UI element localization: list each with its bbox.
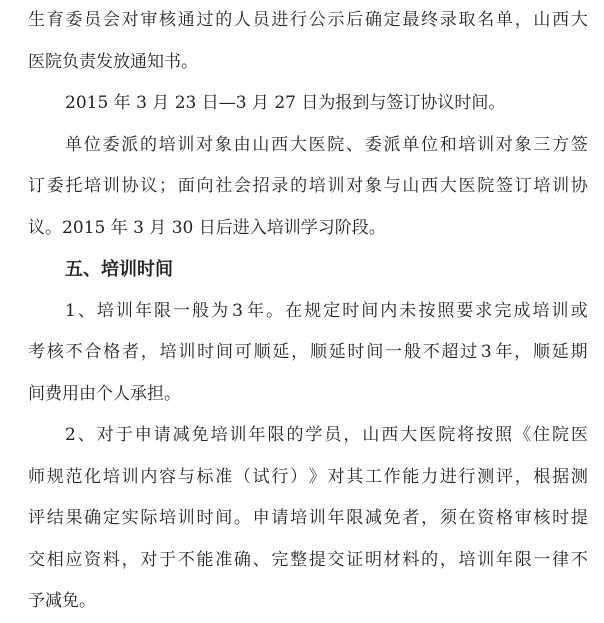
glyph: 培 bbox=[308, 176, 326, 196]
glyph: 过 bbox=[196, 10, 214, 30]
glyph: ， bbox=[343, 425, 361, 445]
glyph: 录 bbox=[271, 176, 289, 196]
glyph: 山 bbox=[533, 10, 551, 30]
glyph: 育 bbox=[46, 10, 64, 30]
glyph: 免 bbox=[383, 508, 401, 528]
glyph: 内 bbox=[380, 300, 398, 321]
text-line bbox=[28, 125, 588, 167]
glyph: 三 bbox=[533, 134, 551, 155]
glyph: 公 bbox=[308, 10, 326, 30]
glyph: 的 bbox=[286, 425, 304, 445]
text-line bbox=[28, 415, 588, 457]
text-line: 间费用由个人承担。 bbox=[28, 383, 181, 404]
glyph: 请 bbox=[271, 508, 289, 528]
glyph: ， bbox=[121, 549, 139, 570]
glyph: 对 bbox=[196, 134, 214, 155]
glyph: 一 bbox=[533, 549, 551, 570]
glyph: 确 bbox=[84, 508, 102, 528]
glyph: 确 bbox=[364, 10, 382, 30]
glyph: 、 bbox=[252, 549, 270, 570]
glyph: 能 bbox=[196, 549, 214, 570]
glyph: 评 bbox=[28, 508, 45, 528]
glyph: 资 bbox=[84, 549, 102, 570]
glyph: 间 bbox=[215, 342, 233, 362]
glyph: 委 bbox=[65, 10, 83, 30]
glyph: 山 bbox=[402, 176, 420, 196]
glyph: 社 bbox=[215, 176, 233, 196]
glyph: 医 bbox=[419, 425, 437, 445]
glyph: 结 bbox=[46, 508, 64, 528]
text-line: 2015 年 3 月 23 日—3 月 27 日为报到与签订协议时间。 bbox=[65, 93, 506, 113]
glyph: 员 bbox=[252, 10, 270, 30]
glyph: 与 bbox=[383, 176, 401, 196]
glyph: 求 bbox=[475, 300, 493, 321]
glyph: 终 bbox=[421, 10, 439, 30]
glyph: 按 bbox=[418, 300, 436, 321]
glyph: 会 bbox=[102, 10, 120, 30]
glyph: 提 bbox=[308, 549, 326, 570]
glyph: 为 bbox=[211, 300, 229, 321]
glyph: 训 bbox=[327, 176, 345, 196]
glyph: 山 bbox=[252, 134, 270, 155]
glyph: 准 bbox=[215, 549, 233, 570]
glyph: 不 bbox=[65, 342, 83, 362]
glyph: 考 bbox=[28, 342, 45, 362]
glyph: 训 bbox=[177, 508, 195, 528]
glyph: 超 bbox=[441, 342, 459, 362]
glyph: 一 bbox=[385, 342, 403, 362]
glyph: ， bbox=[140, 342, 158, 362]
glyph: 般 bbox=[403, 342, 421, 362]
glyph: 作 bbox=[383, 466, 401, 487]
glyph: 》 bbox=[308, 466, 326, 487]
glyph: 般 bbox=[192, 300, 210, 321]
glyph: 测 bbox=[477, 466, 495, 487]
glyph: 合 bbox=[84, 342, 102, 362]
glyph: 评 bbox=[495, 466, 513, 487]
glyph: 间 bbox=[361, 300, 379, 321]
glyph: 的 bbox=[421, 549, 439, 570]
glyph: 一 bbox=[173, 300, 191, 321]
glyph: 化 bbox=[84, 466, 102, 487]
glyph: 整 bbox=[290, 549, 308, 570]
glyph: 、 bbox=[77, 300, 95, 321]
glyph: 请 bbox=[153, 425, 171, 445]
glyph: 对 bbox=[96, 425, 114, 445]
glyph: 际 bbox=[140, 508, 158, 528]
glyph: 相 bbox=[46, 549, 64, 570]
glyph: 员 bbox=[324, 425, 342, 445]
glyph: 其 bbox=[346, 466, 364, 487]
glyph: 训 bbox=[177, 134, 195, 155]
glyph: 不 bbox=[177, 549, 195, 570]
glyph: 方 bbox=[552, 134, 570, 155]
glyph: 大 bbox=[570, 10, 588, 30]
glyph: 测 bbox=[570, 466, 588, 487]
glyph: 协 bbox=[570, 176, 588, 196]
glyph: ， bbox=[514, 10, 532, 30]
glyph: 时 bbox=[197, 342, 215, 362]
glyph: 减 bbox=[172, 425, 190, 445]
glyph: 行 bbox=[271, 466, 289, 487]
glyph: 3 bbox=[232, 300, 243, 321]
glyph: 1 bbox=[65, 300, 76, 321]
glyph: 训 bbox=[115, 300, 133, 321]
glyph: 料 bbox=[402, 549, 420, 570]
glyph: ， bbox=[514, 342, 532, 362]
glyph: 面 bbox=[177, 176, 195, 196]
glyph: 录 bbox=[439, 10, 457, 30]
glyph: 者 bbox=[121, 342, 139, 362]
glyph: 医 bbox=[570, 425, 588, 445]
glyph: 委 bbox=[364, 134, 382, 155]
glyph: 单 bbox=[402, 134, 420, 155]
glyph: 内 bbox=[140, 466, 158, 487]
text-line: 议。2015 年 3 月 30 日后进入培训学习阶段。 bbox=[28, 217, 386, 238]
glyph: 资 bbox=[477, 508, 495, 528]
glyph: 交 bbox=[327, 549, 345, 570]
glyph: 西 bbox=[552, 10, 570, 30]
text-line bbox=[28, 291, 588, 333]
glyph: 行 bbox=[458, 466, 476, 487]
glyph: ， bbox=[439, 549, 457, 570]
glyph: 对 bbox=[327, 466, 345, 487]
glyph: 《 bbox=[514, 425, 532, 445]
glyph: 时 bbox=[342, 300, 360, 321]
glyph: 住 bbox=[533, 425, 551, 445]
glyph: 成 bbox=[513, 300, 531, 321]
glyph: 限 bbox=[346, 508, 364, 528]
glyph: 委 bbox=[46, 176, 64, 196]
glyph: 按 bbox=[476, 425, 494, 445]
glyph: 培 bbox=[458, 549, 476, 570]
glyph: 实 bbox=[121, 508, 139, 528]
glyph: 核 bbox=[533, 508, 551, 528]
glyph: 西 bbox=[271, 134, 289, 155]
glyph: 未 bbox=[399, 300, 417, 321]
glyph: 向 bbox=[196, 176, 214, 196]
glyph: 院 bbox=[438, 425, 456, 445]
glyph: 时 bbox=[196, 508, 214, 528]
glyph: 材 bbox=[383, 549, 401, 570]
glyph: 培 bbox=[96, 300, 114, 321]
glyph: 培 bbox=[102, 466, 120, 487]
glyph: 会 bbox=[233, 176, 251, 196]
glyph: 人 bbox=[233, 10, 251, 30]
glyph: 工 bbox=[364, 466, 382, 487]
glyph: 范 bbox=[65, 466, 83, 487]
glyph: 大 bbox=[439, 176, 457, 196]
glyph: 须 bbox=[439, 508, 457, 528]
glyph: 院 bbox=[327, 134, 345, 155]
glyph: 大 bbox=[400, 425, 418, 445]
glyph: 延 bbox=[551, 342, 569, 362]
glyph: 派 bbox=[121, 134, 139, 155]
glyph: 签 bbox=[570, 134, 588, 155]
glyph: ） bbox=[290, 466, 308, 487]
glyph: 、 bbox=[346, 134, 364, 155]
glyph: 料 bbox=[102, 549, 120, 570]
glyph: 时 bbox=[552, 508, 570, 528]
glyph: 过 bbox=[460, 342, 478, 362]
glyph: 于 bbox=[115, 425, 133, 445]
glyph: 通 bbox=[177, 10, 195, 30]
text-line bbox=[28, 332, 588, 374]
glyph: 限 bbox=[514, 549, 532, 570]
glyph: 审 bbox=[514, 508, 532, 528]
glyph: 培 bbox=[159, 342, 177, 362]
glyph: 间 bbox=[215, 508, 233, 528]
glyph: 山 bbox=[362, 425, 380, 445]
glyph: 交 bbox=[28, 549, 45, 570]
glyph: 延 bbox=[272, 342, 290, 362]
glyph: 年 bbox=[248, 425, 266, 445]
glyph: 培 bbox=[533, 176, 551, 196]
glyph: 不 bbox=[570, 549, 588, 570]
glyph: 不 bbox=[422, 342, 440, 362]
glyph: 规 bbox=[46, 466, 64, 487]
glyph: 训 bbox=[178, 342, 196, 362]
glyph: 格 bbox=[103, 342, 121, 362]
glyph: 规 bbox=[304, 300, 322, 321]
glyph: 的 bbox=[215, 10, 233, 30]
glyph: 律 bbox=[552, 549, 570, 570]
glyph: 取 bbox=[458, 10, 476, 30]
glyph: 对 bbox=[346, 176, 364, 196]
glyph: 培 bbox=[458, 134, 476, 155]
glyph: 期 bbox=[570, 342, 588, 362]
glyph: 学 bbox=[305, 425, 323, 445]
glyph: 员 bbox=[84, 10, 102, 30]
glyph: 协 bbox=[121, 176, 139, 196]
glyph: 年 bbox=[327, 508, 345, 528]
glyph: 培 bbox=[532, 300, 550, 321]
glyph: 院 bbox=[477, 176, 495, 196]
glyph: 生 bbox=[28, 10, 45, 30]
text-line bbox=[28, 166, 588, 208]
glyph: 名 bbox=[477, 10, 495, 30]
glyph: 年 bbox=[495, 549, 513, 570]
glyph: 培 bbox=[290, 508, 308, 528]
glyph: ， bbox=[291, 342, 309, 362]
glyph: 单 bbox=[495, 10, 513, 30]
glyph: 后 bbox=[346, 10, 364, 30]
glyph: 减 bbox=[364, 508, 382, 528]
glyph: 最 bbox=[402, 10, 420, 30]
glyph: 训 bbox=[229, 425, 247, 445]
glyph: 顺 bbox=[309, 342, 327, 362]
glyph: 进 bbox=[439, 466, 457, 487]
glyph: 年 bbox=[247, 300, 265, 321]
glyph: 的 bbox=[290, 176, 308, 196]
glyph: 者 bbox=[402, 508, 420, 528]
glyph: ； bbox=[159, 176, 177, 196]
glyph: 对 bbox=[495, 134, 513, 155]
glyph: 可 bbox=[234, 342, 252, 362]
glyph: 要 bbox=[456, 300, 474, 321]
glyph: 准 bbox=[215, 466, 233, 487]
glyph: 将 bbox=[457, 425, 475, 445]
glyph: 、 bbox=[77, 425, 95, 445]
glyph: 象 bbox=[514, 134, 532, 155]
text-line bbox=[28, 457, 588, 499]
glyph: 大 bbox=[289, 134, 307, 155]
glyph: 时 bbox=[347, 342, 365, 362]
glyph: 顺 bbox=[253, 342, 271, 362]
glyph: 示 bbox=[327, 10, 345, 30]
glyph: 顺 bbox=[532, 342, 550, 362]
glyph: 完 bbox=[494, 300, 512, 321]
glyph: 位 bbox=[420, 134, 438, 155]
glyph: 院 bbox=[552, 425, 570, 445]
glyph: 照 bbox=[437, 300, 455, 321]
glyph: 训 bbox=[121, 466, 139, 487]
glyph: 免 bbox=[191, 425, 209, 445]
glyph: 试 bbox=[252, 466, 270, 487]
glyph: 年 bbox=[134, 300, 152, 321]
glyph: ， bbox=[421, 508, 439, 528]
glyph: 签 bbox=[495, 176, 513, 196]
glyph: 培 bbox=[158, 134, 176, 155]
glyph: 西 bbox=[381, 425, 399, 445]
glyph: 委 bbox=[102, 134, 120, 155]
glyph: 训 bbox=[102, 176, 120, 196]
glyph: 的 bbox=[139, 134, 157, 155]
glyph: 申 bbox=[252, 508, 270, 528]
text-line: 予减免。 bbox=[28, 591, 96, 611]
glyph: 根 bbox=[533, 466, 551, 487]
glyph: 象 bbox=[214, 134, 232, 155]
glyph: 证 bbox=[346, 549, 364, 570]
glyph: 托 bbox=[65, 176, 83, 196]
glyph: 由 bbox=[233, 134, 251, 155]
glyph: 间 bbox=[366, 342, 384, 362]
glyph: ， bbox=[514, 466, 532, 487]
glyph: 议 bbox=[140, 176, 158, 196]
glyph: 与 bbox=[177, 466, 195, 487]
glyph: 师 bbox=[28, 466, 45, 487]
glyph: 3 bbox=[480, 342, 492, 362]
glyph: 应 bbox=[65, 549, 83, 570]
glyph: 在 bbox=[458, 508, 476, 528]
glyph: 训 bbox=[551, 300, 569, 321]
text-line bbox=[28, 0, 588, 42]
glyph: 位 bbox=[83, 134, 101, 155]
glyph: 或 bbox=[570, 300, 588, 321]
glyph: 完 bbox=[271, 549, 289, 570]
glyph: 训 bbox=[477, 549, 495, 570]
glyph: 招 bbox=[252, 176, 270, 196]
glyph: 派 bbox=[383, 134, 401, 155]
glyph: 力 bbox=[421, 466, 439, 487]
glyph: 容 bbox=[159, 466, 177, 487]
glyph: 明 bbox=[364, 549, 382, 570]
glyph: 提 bbox=[570, 508, 588, 528]
glyph: （ bbox=[233, 466, 251, 487]
glyph: 据 bbox=[552, 466, 570, 487]
glyph: 于 bbox=[159, 549, 177, 570]
glyph: 定 bbox=[323, 300, 341, 321]
glyph: 培 bbox=[210, 425, 228, 445]
glyph: 果 bbox=[65, 508, 83, 528]
glyph: 确 bbox=[233, 549, 251, 570]
glyph: 格 bbox=[495, 508, 513, 528]
glyph: 申 bbox=[134, 425, 152, 445]
glyph: 行 bbox=[290, 10, 308, 30]
glyph: 对 bbox=[121, 10, 139, 30]
glyph: 年 bbox=[495, 342, 513, 362]
glyph: 标 bbox=[196, 466, 214, 487]
glyph: 定 bbox=[383, 10, 401, 30]
glyph: 西 bbox=[421, 176, 439, 196]
glyph: 训 bbox=[477, 134, 495, 155]
glyph: 。 bbox=[233, 508, 251, 528]
glyph: 订 bbox=[28, 176, 45, 196]
glyph: 核 bbox=[159, 10, 177, 30]
glyph: 审 bbox=[140, 10, 158, 30]
glyph: 医 bbox=[458, 176, 476, 196]
glyph: 照 bbox=[495, 425, 513, 445]
glyph: 训 bbox=[552, 176, 570, 196]
document-body bbox=[28, 0, 588, 623]
glyph: 订 bbox=[514, 176, 532, 196]
glyph: 对 bbox=[140, 549, 158, 570]
glyph: 延 bbox=[328, 342, 346, 362]
section-heading: 五、培训时间 bbox=[65, 259, 173, 280]
glyph: 培 bbox=[84, 176, 102, 196]
glyph: 训 bbox=[308, 508, 326, 528]
glyph: 限 bbox=[267, 425, 285, 445]
glyph: 。 bbox=[266, 300, 284, 321]
text-line bbox=[28, 498, 588, 540]
glyph: 核 bbox=[46, 342, 64, 362]
glyph: 和 bbox=[439, 134, 457, 155]
glyph: 单 bbox=[65, 134, 82, 155]
text-line: 医院负责发放通知书。 bbox=[28, 51, 198, 72]
glyph: 定 bbox=[102, 508, 120, 528]
glyph: 能 bbox=[402, 466, 420, 487]
glyph: 医 bbox=[308, 134, 326, 155]
glyph: 限 bbox=[153, 300, 171, 321]
glyph: 2 bbox=[65, 425, 76, 445]
glyph: 进 bbox=[271, 10, 289, 30]
glyph: 象 bbox=[364, 176, 382, 196]
glyph: 在 bbox=[285, 300, 303, 321]
glyph: 培 bbox=[159, 508, 177, 528]
text-line bbox=[28, 540, 588, 582]
